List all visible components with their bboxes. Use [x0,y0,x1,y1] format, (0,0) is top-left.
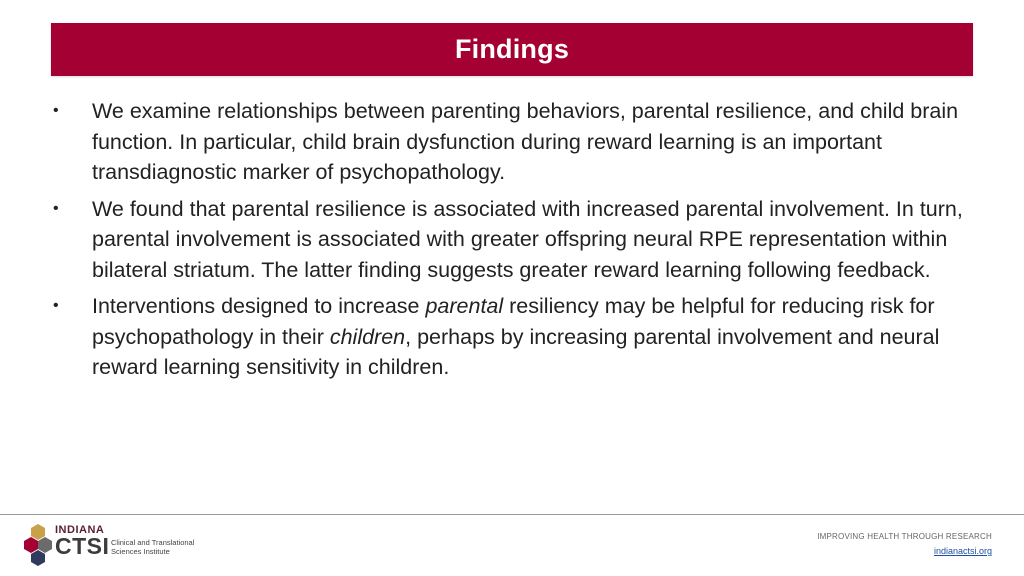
bullet-item [53,96,983,188]
logo-state-text: INDIANA [55,524,105,536]
bullet-marker: • [53,297,59,314]
footer-divider [0,514,1024,515]
bullet-emphasis: children [329,324,406,349]
logo-subtitle [111,538,195,556]
indiana-ctsi-logo [24,522,195,574]
hexagon-cluster-icon [24,524,56,572]
bullet-marker: • [53,199,59,217]
slide-title: Findings [454,34,570,64]
bullet-item [53,194,983,286]
bullet-text: , perhaps by increasing parental involvement and neural reward learning sensitivity in children. [92,324,940,379]
bullet-text: Interventions designed to increase [92,294,426,318]
bullet-text: resiliency may be helpful for reducing risk for psychopathology in their [92,294,935,349]
logo-subtitle-line1: Clinical and Translational [111,538,195,547]
logo-subtitle-line2: Sciences Institute [111,547,170,556]
bullet-text: We examine relationships between parenting behaviors, parental resilience, and child brain function. In particular, child brain dysfunction during reward learning is an important transdiagnostic marker of psychopathology. [92,99,959,184]
bullet-text: We found that parental resilience is associated with increased parental involvement. In turn, parental involvement is associated with greater offspring neural RPE representation within bilateral striatum. The latter finding suggests greater reward learning following feedback. [92,196,963,282]
bullet-emphasis: parental [425,294,504,318]
website-link[interactable]: indianactsi.org [933,546,992,556]
bullet-item [53,291,983,383]
findings-list [53,96,983,389]
bullet-marker: • [53,102,59,119]
logo-ctsi-text: CTSI [55,533,110,559]
title-banner [51,23,973,76]
footer-tagline: IMPROVING HEALTH THROUGH RESEARCH [817,532,992,541]
